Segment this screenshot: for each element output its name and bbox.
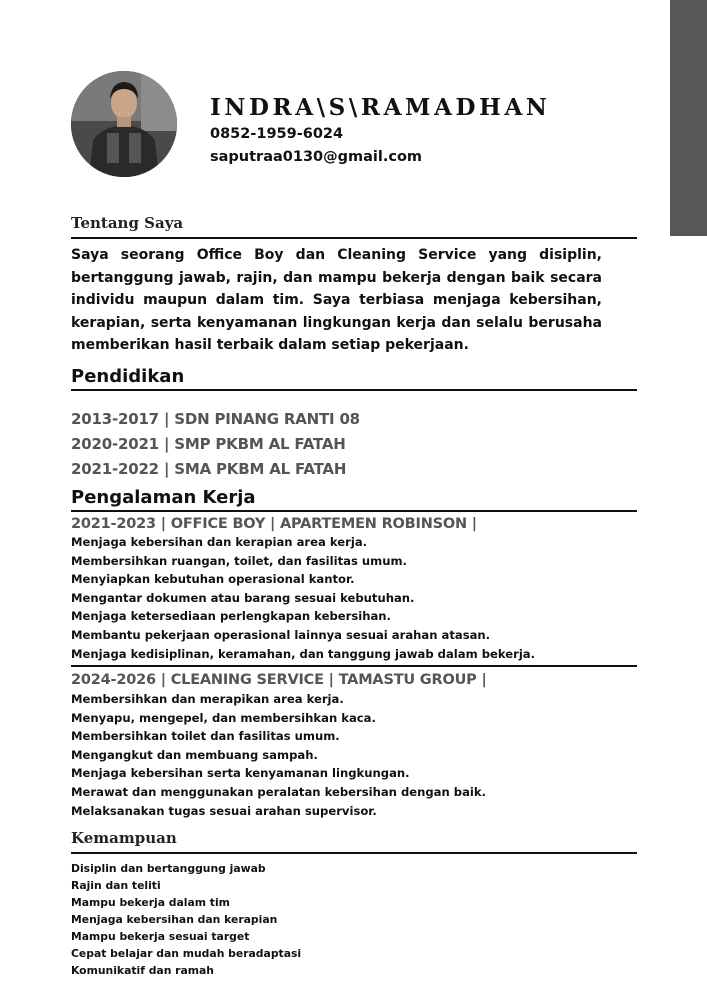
side-accent-bar [670,0,707,236]
job-heading: 2024-2026 | CLEANING SERVICE | TAMASTU GROUP | [71,672,487,688]
job-duty: Melaksanakan tugas sesuai arahan supervisor. [71,803,377,818]
email-address: saputraa0130@gmail.com [210,149,423,165]
job-duty: Menyiapkan kebutuhan operasional kantor. [71,572,355,587]
education-item: 2021-2022 | SMA PKBM AL FATAH [71,460,347,478]
job-duty: Mengantar dokumen atau barang sesuai kebutuhan. [71,590,415,605]
job-duty: Menjaga kebersihan serta kenyamanan lingkungan. [71,766,410,781]
job-duty: Menjaga kedisiplinan, keramahan, dan tanggung jawab dalam bekerja. [71,646,536,661]
skill-item: Disiplin dan bertanggung jawab [71,862,266,875]
about-text: Saya seorang Office Boy dan Cleaning Service yang disiplin, bertanggung jawab, rajin, dan mampu bekerja dengan baik secara individu maupun dalam tim. Saya terbiasa menjaga kebersihan, kerapian, serta kenyamanan lingkungan kerja dan selalu berusaha memberikan hasil terbaik dalam setiap pekerjaan. [71,247,602,353]
job-duty: Membantu pekerjaan operasional lainnya sesuai arahan atasan. [71,627,491,642]
education-item: 2013-2017 | SDN PINANG RANTI 08 [71,410,360,428]
job-duty: Membersihkan dan merapikan area kerja. [71,692,344,706]
skill-item: Mampu bekerja sesuai target [71,930,250,943]
job-duty: Membersihkan toilet dan fasilitas umum. [71,729,340,744]
job-duty: Mengangkut dan membuang sampah. [71,747,318,762]
education-item: 2020-2021 | SMP PKBM AL FATAH [71,435,346,453]
skill-item: Menjaga kebersihan dan kerapian [71,913,278,926]
job-duty: Menjaga kebersihan dan kerapian area kerja. [71,535,368,549]
skills-heading: Kemampuan [71,829,177,847]
profile-photo-image [71,71,177,177]
experience-divider [71,510,637,512]
about-heading: Tentang Saya [71,214,184,232]
skill-item: Cepat belajar dan mudah beradaptasi [71,947,302,960]
skills-divider [71,852,637,854]
skill-item: Rajin dan teliti [71,879,161,892]
job-duty-list [71,533,535,663]
job-duty: Menjaga ketersediaan perlengkapan kebersihan. [71,609,391,624]
education-heading: Pendidikan [71,366,185,387]
job-duty: Merawat dan menggunakan peralatan kebersihan dengan baik. [71,784,486,799]
skill-item: Komunikatif dan ramah [71,964,214,977]
profile-photo [71,71,177,177]
job-duty: Membersihkan ruangan, toilet, dan fasilitas umum. [71,553,407,568]
experience-heading: Pengalaman Kerja [71,487,256,508]
skill-item: Mampu bekerja dalam tim [71,896,230,909]
job-duty-list [71,690,486,820]
candidate-name: INDRA\S\RAMADHAN [210,94,551,121]
education-divider [71,389,637,391]
job-duty: Menyapu, mengepel, dan membersihkan kaca. [71,710,376,725]
about-divider [71,237,637,239]
job-heading: 2021-2023 | OFFICE BOY | APARTEMEN ROBINSON | [71,516,477,532]
phone-number: 0852-1959-6024 [210,126,344,142]
experience-divider [71,665,637,667]
skills-list [71,860,301,979]
